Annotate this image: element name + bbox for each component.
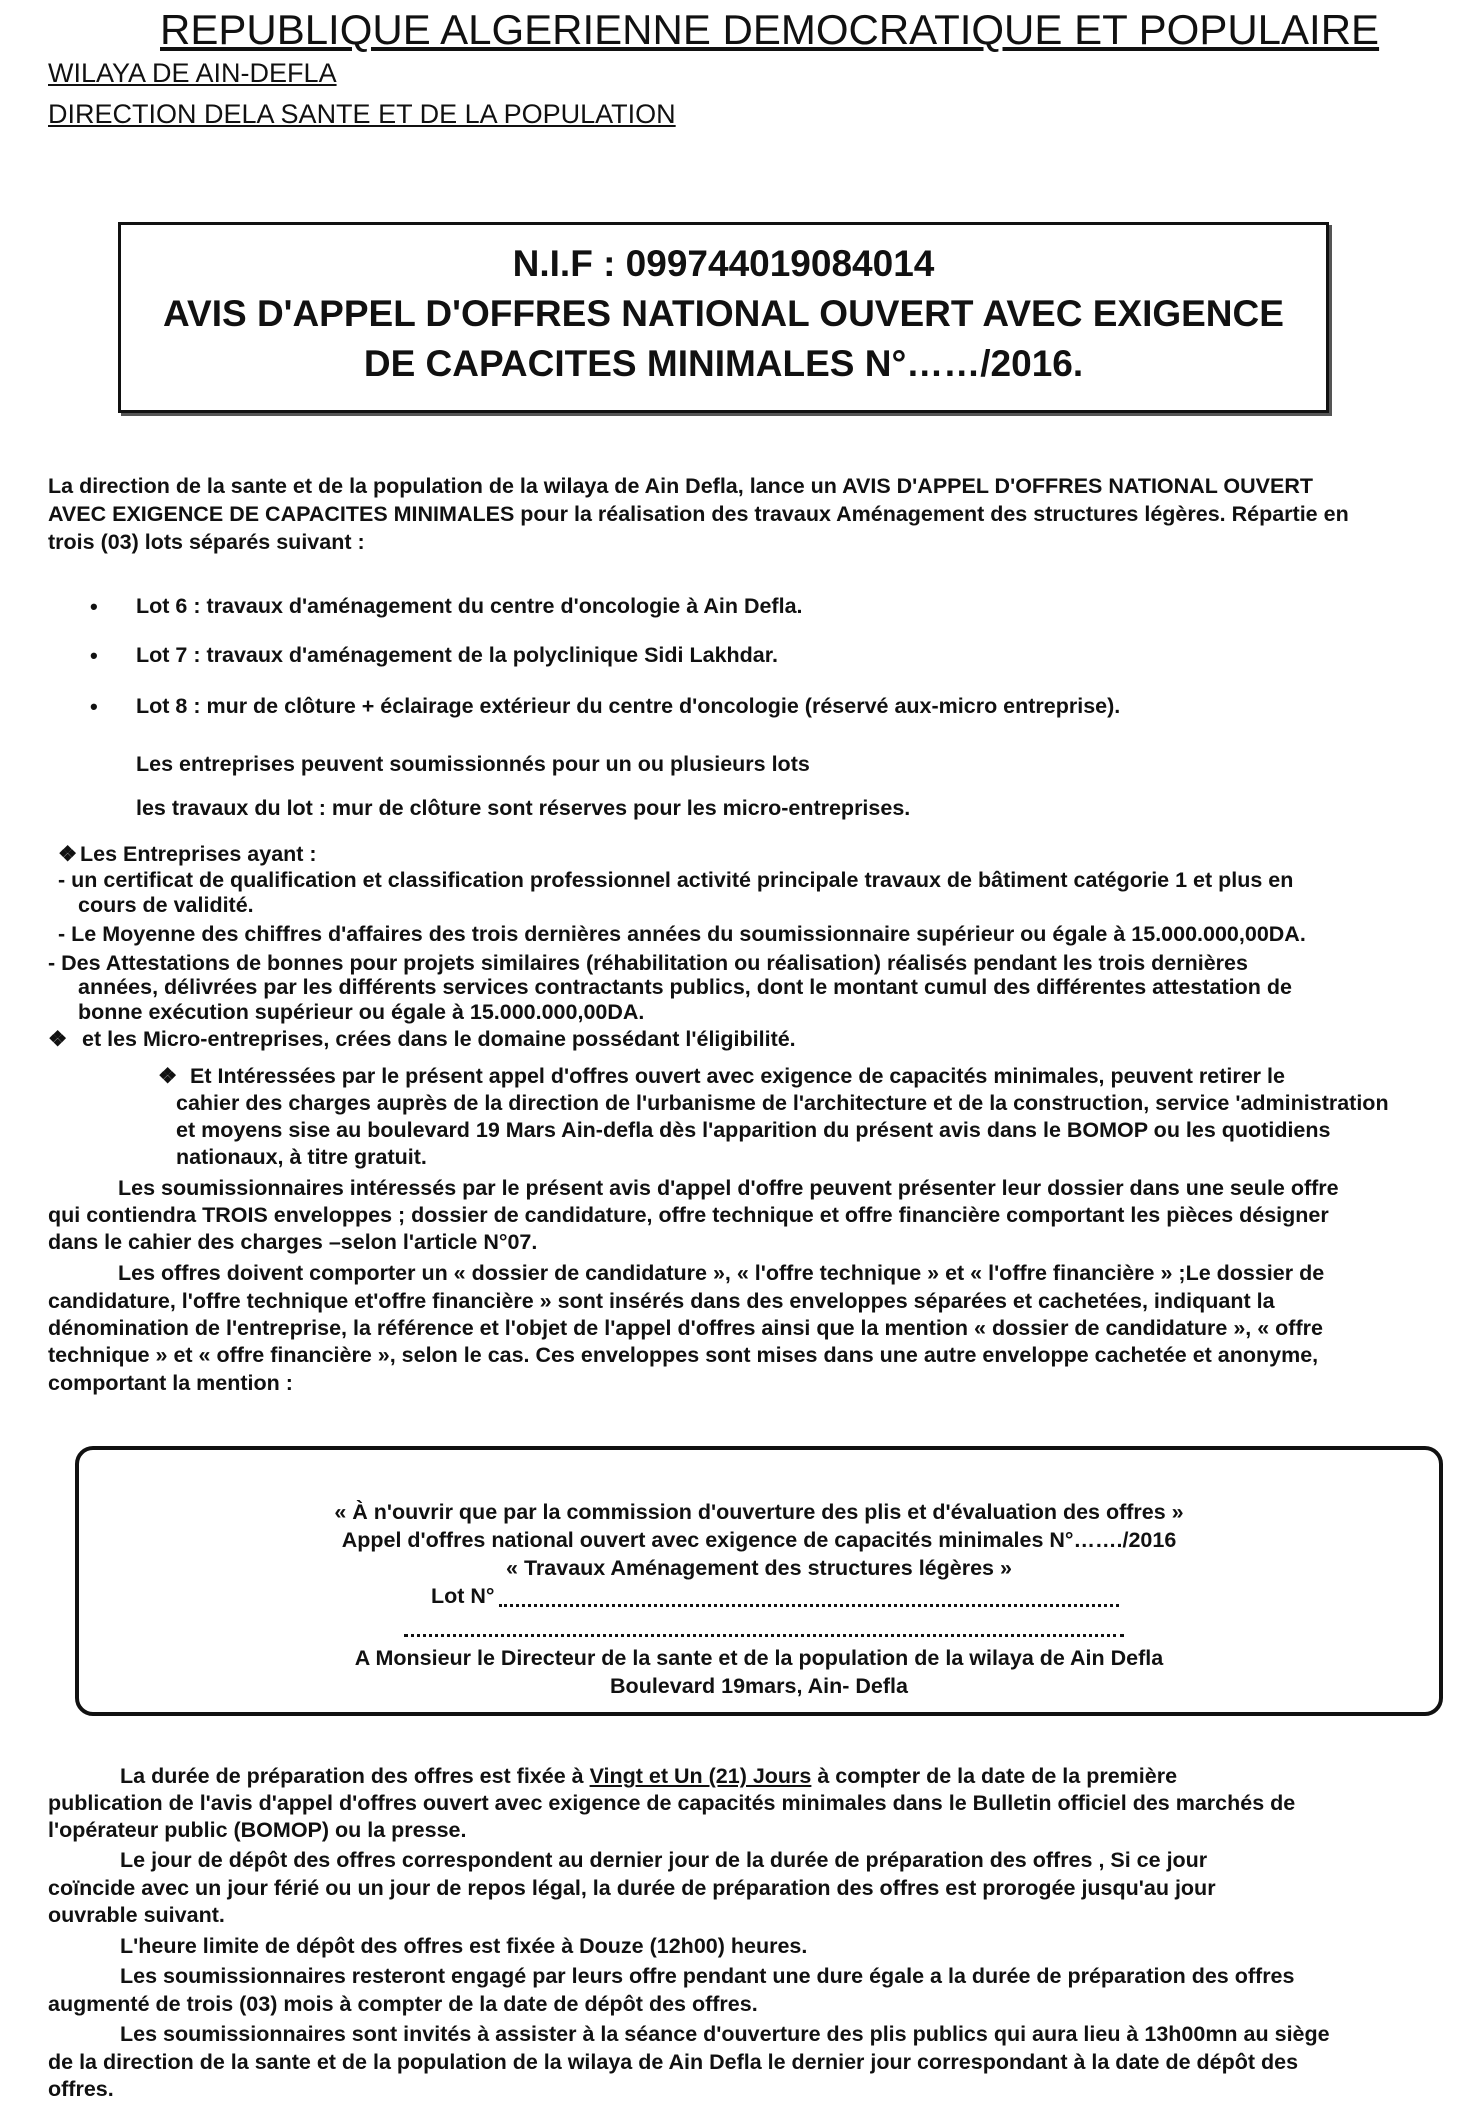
mention-lot-label: Lot N° [431, 1584, 495, 1608]
duration-line2: publication de l'avis d'appel d'offres ouvert avec exigence de capacités minimales dans le Bulletin officiel des marchés de [48, 1791, 1296, 1815]
condition-2: - Le Moyenne des chiffres d'affaires des trois dernières années du soumissionnaire supérieur ou égale à 15.000.000,00DA. [58, 922, 1306, 946]
deadline-line: L'heure limite de dépôt des offres est fixée à Douze (12h00) heures. [120, 1934, 808, 1958]
bidders-line3: dans le cahier des charges –selon l'article N°07. [48, 1230, 538, 1254]
opening-line3: offres. [48, 2077, 114, 2101]
validity-line1: Les soumissionnaires resteront engagé par leurs offre pendant une dure égale a la durée de préparation des offres [120, 1964, 1295, 1988]
duration-line1 [120, 1764, 1177, 1789]
duration-text-a: La durée de préparation des offres est fixée à [120, 1764, 590, 1788]
lots-note-1: Les entreprises peuvent soumissionnés pour un ou plusieurs lots [136, 752, 810, 776]
interested-line1: Et Intéressées par le présent appel d'offres ouvert avec exigence de capacités minimales, peuvent retirer le [190, 1064, 1285, 1088]
offers-line5: comportant la mention : [48, 1371, 293, 1395]
intro-line3: trois (03) lots séparés suivant : [48, 530, 365, 554]
interested-line4: nationaux, à titre gratuit. [176, 1145, 427, 1169]
deposit-line3: ouvrable suivant. [48, 1903, 225, 1927]
title-box [118, 222, 1329, 413]
offers-line3: dénomination de l'entreprise, la référence et l'objet de l'appel d'offres ainsi que la mention « dossier de candidature », « offre [48, 1316, 1323, 1340]
wilaya-line: WILAYA DE AIN-DEFLA [48, 58, 337, 88]
condition-1-line2: cours de validité. [78, 893, 254, 917]
nif-number: N.I.F : 099744019084014 [512, 243, 935, 284]
condition-3-line1: - Des Attestations de bonnes pour projets similaires (réhabilitation ou réalisation) réalisés pendant les trois dernières [48, 951, 1248, 975]
blank-dotted-line [404, 1634, 1124, 1637]
condition-3-line2: années, délivrées par les différents services contractants publics, dont le montant cumul des différentes attestation de [78, 975, 1292, 999]
four-diamond-bullet-icon: ❖ [158, 1064, 178, 1088]
duration-line3: l'opérateur public (BOMOP) ou la presse. [48, 1818, 467, 1842]
round-bullet-icon: • [90, 694, 98, 719]
intro-line1: La direction de la sante et de la population de la wilaya de Ain Defla, lance un AVIS D'APPEL D'OFFRES NATIONAL OUVERT [48, 474, 1314, 498]
republic-title: REPUBLIQUE ALGERIENNE DEMOCRATIQUE ET POPULAIRE [160, 6, 1380, 53]
direction-line: DIRECTION DELA SANTE ET DE LA POPULATION [48, 99, 676, 129]
mention-line6: Boulevard 19mars, Ain- Defla [610, 1674, 908, 1698]
bidders-line1: Les soumissionnaires intéressés par le présent avis d'appel d'offre peuvent présenter leur dossier dans une seule offre [118, 1176, 1339, 1200]
mention-line2: Appel d'offres national ouvert avec exigence de capacités minimales N°……./2016 [341, 1528, 1177, 1552]
four-diamond-bullet-icon: ❖ [58, 842, 78, 866]
interested-line3: et moyens sise au boulevard 19 Mars Ain-defla dès l'apparition du présent avis dans le BOMOP ou les quotidiens [176, 1118, 1331, 1142]
lot-item: Lot 7 : travaux d'aménagement de la polyclinique Sidi Lakhdar. [136, 643, 778, 667]
bidders-line2: qui contiendra TROIS enveloppes ; dossier de candidature, offre technique et offre financière comportant les pièces désigner [48, 1203, 1329, 1227]
offers-line2: candidature, l'offre technique et'offre financière » sont insérés dans des enveloppes séparées et cachetées, indiquant la [48, 1289, 1275, 1313]
duration-days: Vingt et Un (21) Jours [589, 1764, 812, 1788]
opening-line1: Les soumissionnaires sont invités à assister à la séance d'ouverture des plis publics qui aura lieu à 13h00mn au siège [120, 2022, 1330, 2046]
offers-line1: Les offres doivent comporter un « dossier de candidature », « l'offre technique » et « l'offre financière » ;Le dossier de [118, 1261, 1325, 1285]
mention-line1: « À n'ouvrir que par la commission d'ouverture des plis et d'évaluation des offres » [334, 1500, 1184, 1524]
condition-1-line1: - un certificat de qualification et classification professionnel activité principale travaux de bâtiment catégorie 1 et plus en [58, 868, 1294, 892]
interested-line2: cahier des charges auprès de la direction de l'urbanisme de l'architecture et de la construction, service 'administration [176, 1091, 1389, 1115]
lot-number-dotted-line [499, 1604, 1119, 1607]
validity-line2: augmenté de trois (03) mois à compter de la date de dépôt des offres. [48, 1992, 758, 2016]
envelope-mention-box [75, 1446, 1443, 1716]
mention-line3: « Travaux Aménagement des structures légères » [506, 1556, 1012, 1580]
micro-enterprises-line: et les Micro-entreprises, crées dans le domaine possédant l'éligibilité. [82, 1027, 796, 1051]
opening-line2: de la direction de la sante et de la population de la wilaya de Ain Defla le dernier jour correspondant à la date de dépôt des [48, 2050, 1299, 2074]
lots-note-2: les travaux du lot : mur de clôture sont réserves pour les micro-entreprises. [136, 796, 911, 820]
conditions-heading: Les Entreprises ayant : [80, 842, 317, 866]
deposit-line2: coïncide avec un jour férié ou un jour de repos légal, la durée de préparation des offres est prorogée jusqu'au jour [48, 1876, 1216, 1900]
lot-item: Lot 8 : mur de clôture + éclairage extérieur du centre d'oncologie (réservé aux-micro entreprise). [136, 694, 1121, 718]
notice-title-line2: DE CAPACITES MINIMALES N°……/2016. [363, 343, 1084, 384]
round-bullet-icon: • [90, 594, 98, 619]
mention-line5: A Monsieur le Directeur de la sante et de la population de la wilaya de Ain Defla [354, 1646, 1164, 1670]
intro-line2: AVEC EXIGENCE DE CAPACITES MINIMALES pour la réalisation des travaux Aménagement des structures légères. Répartie en [48, 502, 1349, 526]
duration-text-c: à compter de la date de la première [811, 1764, 1178, 1788]
offers-line4: technique » et « offre financière », selon le cas. Ces enveloppes sont mises dans une autre enveloppe cachetée et anonyme, [48, 1343, 1319, 1367]
deposit-line1: Le jour de dépôt des offres correspondent au dernier jour de la durée de préparation des offres , Si ce jour [120, 1848, 1208, 1872]
lot-item: Lot 6 : travaux d'aménagement du centre d'oncologie à Ain Defla. [136, 594, 803, 618]
four-diamond-bullet-icon: ❖ [48, 1027, 68, 1051]
condition-3-line3: bonne exécution supérieur ou égale à 15.000.000,00DA. [78, 1000, 645, 1024]
notice-title-line1: AVIS D'APPEL D'OFFRES NATIONAL OUVERT AVEC EXIGENCE [163, 293, 1284, 334]
round-bullet-icon: • [90, 643, 98, 668]
